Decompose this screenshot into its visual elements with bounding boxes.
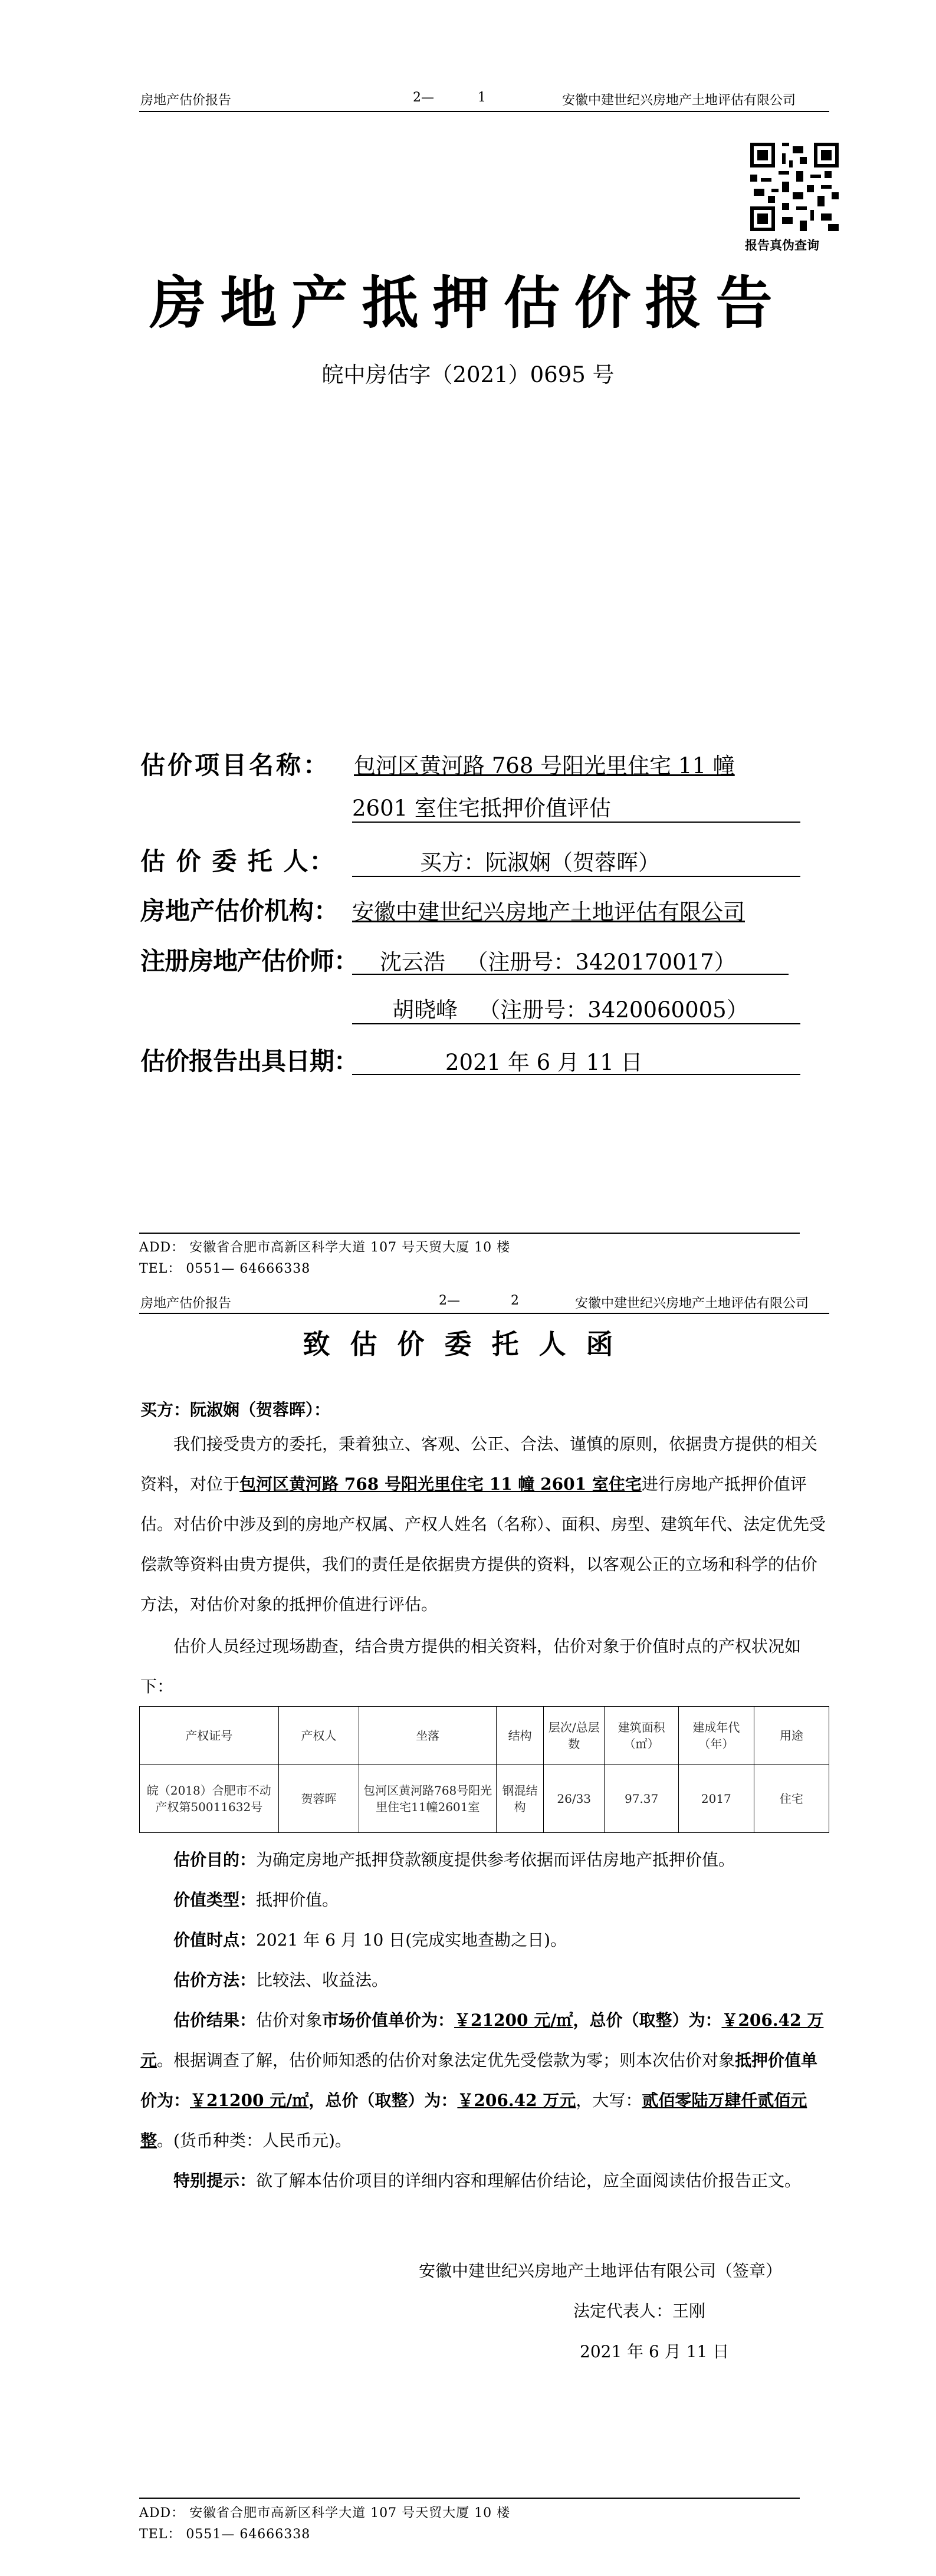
appraiser-1-underline (352, 974, 789, 975)
result-total-label: ，总价（取整）为： (573, 2010, 722, 2030)
table-header-row (140, 1707, 829, 1765)
notice-paragraph (140, 2161, 830, 2201)
table-header-cell: 用途 (754, 1707, 829, 1765)
time-line (140, 1920, 830, 1960)
project-value-line2: 2601 室住宅抵押价值评估 (352, 796, 611, 821)
footer-tel: TEL： 0551— 64666338 (139, 1261, 311, 1276)
letter-title: 致估价委托人函 (303, 1328, 633, 1360)
result-mortgage-total: ￥206.42 万元 (457, 2091, 576, 2110)
header-rule (139, 1313, 829, 1314)
table-cell: 钢混结构 (497, 1765, 544, 1833)
report-number: 皖中房估字（2021）0695 号 (321, 362, 615, 387)
purpose-line (140, 1840, 830, 1880)
client-label: 估 价 委 托 人： (140, 847, 336, 876)
result-market-unit-price: ￥21200 元/㎡ (454, 2010, 573, 2030)
project-label: 估价项目名称： (140, 751, 331, 780)
result-text: 。(货币种类：人民币元)。 (157, 2131, 352, 2150)
paragraph-property-status (140, 1627, 830, 1707)
result-market-total: ￥206.42 万元 (140, 2010, 824, 2070)
header-page-mid: 2— (439, 1293, 460, 1308)
result-label: 估价结果： (173, 2010, 257, 2030)
para2-text: 估价人员经过现场勘查，结合贵方提供的相关资料，估价对象于价值时点的产权状况如下： (140, 1637, 802, 1696)
agency-value: 安徽中建世纪兴房地产土地评估有限公司 (352, 899, 745, 925)
table-header-cell: 坐落 (359, 1707, 497, 1765)
report-title: 房地产抵押估价报告 (149, 270, 787, 336)
salutation-text: 买方：阮淑娴（贺蓉晖）： (140, 1400, 331, 1420)
table-cell: 住宅 (754, 1765, 829, 1833)
date-value: 2021 年 6 月 11 日 (445, 1050, 643, 1075)
paragraph-commission (140, 1424, 830, 1625)
result-text: 。根据调查了解，估价师知悉的估价对象法定优先受偿款为零；则本次估价对象 (157, 2051, 735, 2070)
result-market-label: 市场价值单价为： (322, 2010, 455, 2030)
header-page-num: 1 (478, 90, 486, 105)
para1-text-c: 进行房地产抵押价值评估。对估价中涉及到的房地产权属、产权人姓名（名称）、面积、房型、建筑年代、法定优先受偿款等资料由贵方提供，我们的责任是依据贵方提供的资料，以客观公正的立场和科学的估价方法，对估价对象的抵押价值进行评估。 (140, 1474, 826, 1614)
footer-rule (139, 1233, 800, 1234)
footer-rule (139, 2498, 800, 2499)
value-type-line (140, 1880, 830, 1920)
client-underline (352, 876, 800, 877)
time-value: 2021 年 6 月 10 日(完成实地查勘之日)。 (256, 1930, 567, 1950)
value-type-label: 价值类型： (173, 1890, 257, 1910)
table-header-cell: 建成年代（年） (679, 1707, 754, 1765)
result-mortgage-unit-price: ￥21200 元/㎡ (190, 2091, 309, 2110)
result-text: ，大写： (576, 2091, 642, 2110)
appraiser-2: 胡晓峰 （注册号：3420060005） (392, 997, 748, 1023)
client-value: 买方：阮淑娴（贺蓉晖） (420, 850, 660, 875)
appraiser-2-underline (352, 1023, 800, 1024)
header-right: 安徽中建世纪兴房地产土地评估有限公司 (575, 1296, 809, 1311)
purpose-label: 估价目的： (173, 1850, 257, 1869)
project-underline (352, 822, 800, 823)
signature-representative: 法定代表人：王刚 (573, 2301, 706, 2321)
date-label: 估价报告出具日期： (140, 1047, 359, 1076)
para1-text-a: 我们接受贵方的委托，秉着独立、客观、公正、合法、谨慎的原则，依据贵方提供的相关资料，对位于 (140, 1434, 818, 1494)
result-paragraph (140, 2000, 830, 2161)
notice-label: 特别提示： (173, 2171, 257, 2190)
header-page-mid: 2— (413, 90, 434, 105)
para1-address: 包河区黄河路 768 号阳光里住宅 11 幢 2601 室住宅 (239, 1474, 642, 1494)
table-header-cell: 产权证号 (140, 1707, 279, 1765)
method-line (140, 1960, 830, 2000)
footer-address: ADD： 安徽省合肥市高新区科学大道 107 号天贸大厦 10 楼 (139, 2506, 511, 2521)
table-cell: 26/33 (544, 1765, 605, 1833)
method-label: 估价方法： (173, 1970, 257, 1990)
table-cell: 2017 (679, 1765, 754, 1833)
table-cell: 包河区黄河路768号阳光里住宅11幢2601室 (359, 1765, 497, 1833)
result-mortgage-label: 抵押价值单价为： (140, 2051, 818, 2110)
agency-label: 房地产估价机构： (140, 896, 339, 925)
header-page-num: 2 (511, 1293, 519, 1308)
table-header-cell: 结构 (497, 1707, 544, 1765)
signature-company: 安徽中建世纪兴房地产土地评估有限公司（签章） (419, 2261, 783, 2281)
project-value-line1: 包河区黄河路 768 号阳光里住宅 11 幢 (354, 753, 735, 778)
header-left: 房地产估价报告 (140, 93, 232, 108)
result-total-label: ，总价（取整）为： (308, 2091, 458, 2110)
result-amount-words: 贰佰零陆万肆仟贰佰元整 (140, 2091, 807, 2150)
result-text: 估价对象 (256, 2010, 323, 2030)
appraiser-1: 沈云浩 （注册号：3420170017） (380, 949, 736, 975)
table-header-cell: 建筑面积（㎡） (605, 1707, 679, 1765)
table-header-cell: 产权人 (278, 1707, 359, 1765)
header-rule (139, 111, 829, 112)
header-right: 安徽中建世纪兴房地产土地评估有限公司 (562, 93, 796, 108)
date-underline (352, 1074, 800, 1075)
notice-value: 欲了解本估价项目的详细内容和理解估价结论，应全面阅读估价报告正文。 (256, 2171, 802, 2190)
time-label: 价值时点： (173, 1930, 257, 1950)
value-type-value: 抵押价值。 (256, 1890, 339, 1910)
table-cell: 皖（2018）合肥市不动产权第50011632号 (140, 1765, 279, 1833)
footer-tel: TEL： 0551— 64666338 (139, 2527, 311, 2542)
appraiser-label: 注册房地产估价师： (140, 947, 359, 975)
table-header-cell: 层次/总层数 (544, 1707, 605, 1765)
table-cell: 97.37 (605, 1765, 679, 1833)
table-row (140, 1765, 829, 1833)
signature-date: 2021 年 6 月 11 日 (580, 2342, 730, 2361)
table-cell: 贺蓉晖 (278, 1765, 359, 1833)
qr-caption: 报告真伪查询 (745, 238, 819, 252)
qr-code-icon (750, 143, 839, 231)
method-value: 比较法、收益法。 (256, 1970, 389, 1990)
purpose-value: 为确定房地产抵押贷款额度提供参考依据而评估房地产抵押价值。 (256, 1850, 735, 1869)
footer-address: ADD： 安徽省合肥市高新区科学大道 107 号天贸大厦 10 楼 (139, 1240, 511, 1255)
header-left: 房地产估价报告 (140, 1296, 232, 1311)
property-table (139, 1706, 829, 1833)
